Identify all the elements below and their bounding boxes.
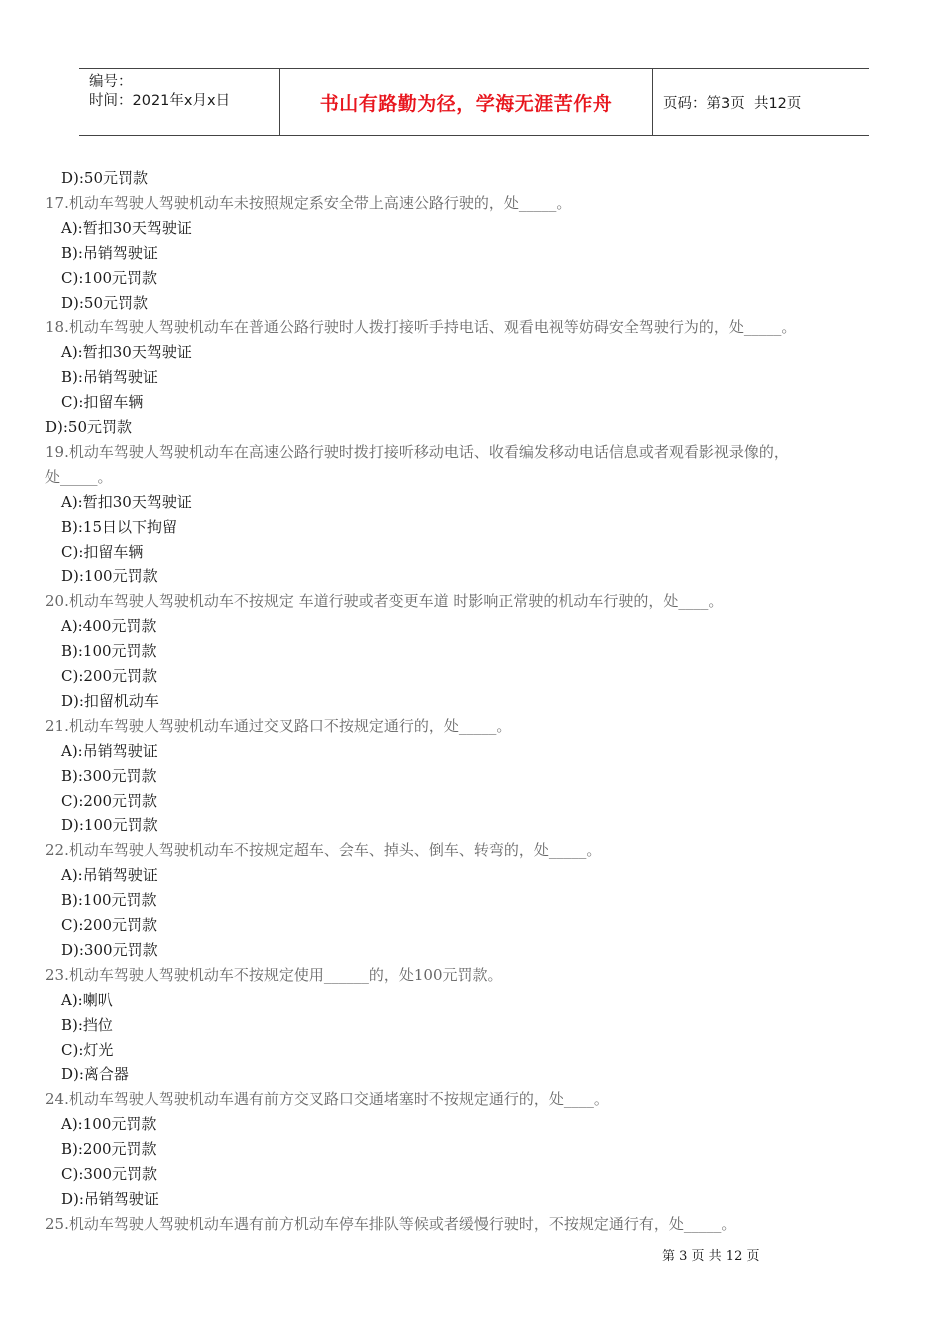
question-text: 21.机动车驾驶人驾驶机动车通过交叉路口不按规定通行的，处_____。 (45, 716, 512, 735)
answer-option: D):50元罚款 (61, 169, 149, 187)
answer-option: D):50元罚款 (61, 293, 149, 312)
answer-option: A):暂扣30天驾驶证 (61, 218, 192, 237)
page-info-text: 页码：第3页 共12页 (663, 95, 802, 112)
answer-option: D):50元罚款 (45, 418, 133, 436)
question-text: 17.机动车驾驶人驾驶机动车未按照规定系安全带上高速公路行驶的，处_____。 (45, 193, 572, 212)
document-number-label: 编号： (89, 74, 133, 90)
answer-option: B):吊销驾驶证 (61, 243, 158, 262)
answer-option: C):100元罚款 (61, 268, 158, 287)
answer-option: A):400元罚款 (61, 617, 157, 636)
answer-option: C):扣留车辆 (61, 542, 144, 561)
answer-option: B):100元罚款 (61, 891, 157, 910)
document-time: 时间：2021年x月x日 (89, 93, 231, 109)
answer-option: D):100元罚款 (61, 816, 158, 835)
answer-option: C):200元罚款 (61, 791, 158, 810)
page-footer: 第 3 页 共 12 页 (662, 1249, 760, 1264)
answer-option: B):100元罚款 (61, 642, 157, 661)
answer-option: B):吊销驾驶证 (61, 368, 158, 387)
answer-option: D):离合器 (61, 1065, 129, 1084)
answer-option: A):吊销驾驶证 (61, 866, 158, 885)
answer-option: C):200元罚款 (61, 667, 158, 685)
answer-option: D):100元罚款 (61, 567, 158, 586)
answer-option: C):200元罚款 (61, 916, 158, 934)
header-page-info (653, 69, 869, 135)
header-motto: 书山有路勤为径，学海无涯苦作舟 (280, 69, 653, 135)
question-text: 18.机动车驾驶人驾驶机动车在普通公路行驶时人拨打接听手持电话、观看电视等妨碍安全驾驶行为的，处_____。 (45, 318, 797, 337)
answer-option: C):300元罚款 (61, 1165, 158, 1183)
question-text: 处_____。 (45, 467, 113, 486)
question-text: 22.机动车驾驶人驾驶机动车不按规定超车、会车、掉头、倒车、转弯的，处_____。 (45, 841, 602, 860)
answer-option: A):喇叭 (61, 990, 113, 1009)
answer-option: B):200元罚款 (61, 1140, 157, 1159)
answer-option: A):吊销驾驶证 (61, 741, 158, 760)
answer-option: C):灯光 (61, 1040, 114, 1059)
page-header (79, 68, 869, 136)
question-text: 25.机动车驾驶人驾驶机动车遇有前方机动车停车排队等候或者缓慢行驶时，不按规定通行有，处_____。 (45, 1214, 737, 1233)
header-meta (79, 69, 280, 135)
question-text: 19.机动车驾驶人驾驶机动车在高速公路行驶时拨打接听移动电话、收看编发移动电话信息或者观看影视录像的， (45, 442, 789, 461)
question-text: 23.机动车驾驶人驾驶机动车不按规定使用______的，处100元罚款。 (45, 965, 503, 984)
answer-option: B):300元罚款 (61, 766, 157, 785)
question-text: 24.机动车驾驶人驾驶机动车遇有前方交叉路口交通堵塞时不按规定通行的，处____。 (45, 1090, 609, 1109)
answer-option: D):吊销驾驶证 (61, 1189, 159, 1208)
answer-option: A):暂扣30天驾驶证 (61, 343, 192, 362)
answer-option: B):挡位 (61, 1015, 113, 1034)
question-text: 20.机动车驾驶人驾驶机动车不按规定 车道行驶或者变更车道 时影响正常驶的机动车行驶的，处____。 (45, 592, 724, 611)
answer-option: D):300元罚款 (61, 940, 158, 959)
answer-option: A):100元罚款 (61, 1115, 157, 1134)
answer-option: B):15日以下拘留 (61, 517, 178, 536)
answer-option: A):暂扣30天驾驶证 (61, 492, 192, 511)
answer-option: D):扣留机动车 (61, 691, 159, 710)
answer-option: C):扣留车辆 (61, 393, 144, 412)
